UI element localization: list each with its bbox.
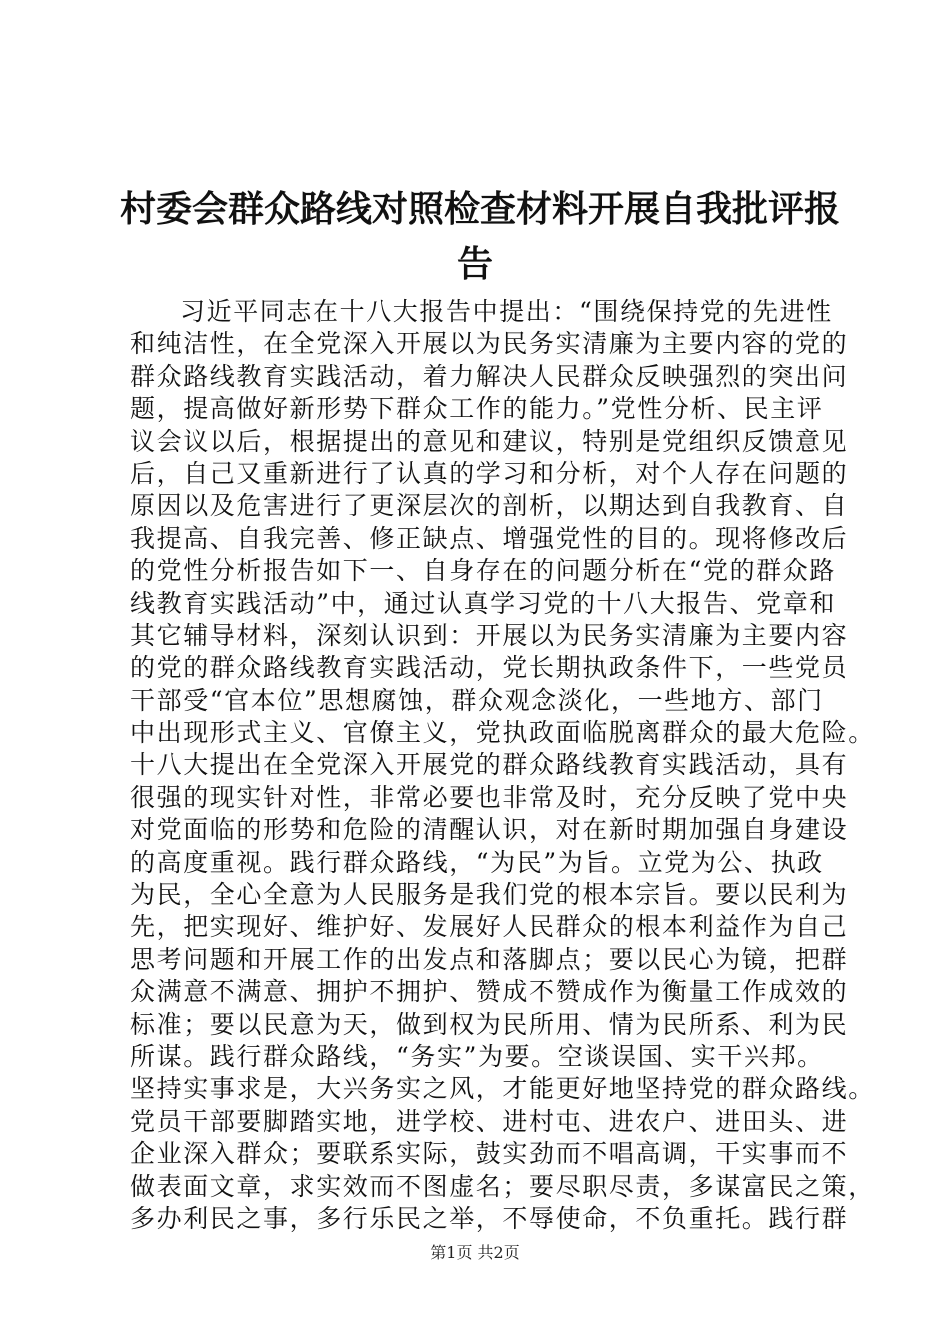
body-line: 对党面临的形势和危险的清醒认识，对在新时期加强自身建设 <box>130 815 849 845</box>
body-line: 思考问题和开展工作的出发点和落脚点；要以民心为镜，把群 <box>130 944 849 974</box>
body-line: 群众路线教育实践活动，着力解决人民群众反映强烈的突出问 <box>130 361 849 391</box>
body-line: 我提高、自我完善、修正缺点、增强党性的目的。现将修改后 <box>130 523 849 553</box>
body-line: 的党性分析报告如下一、自身存在的问题分析在“党的群众路 <box>130 556 836 586</box>
document-title-line-2: 告 <box>456 243 493 285</box>
body-line: 十八大提出在全党深入开展党的群众路线教育实践活动，具有 <box>130 750 849 780</box>
body-line: 坚持实事求是，大兴务实之风，才能更好地坚持党的群众路线。 <box>130 1074 875 1104</box>
body-line: 中出现形式主义、官僚主义，党执政面临脱离群众的最大危险。 <box>130 718 875 748</box>
body-line: 线教育实践活动”中，通过认真学习党的十八大报告、党章和 <box>130 588 836 618</box>
document-title-line-1: 村委会群众路线对照检查材料开展自我批评报 <box>120 188 841 230</box>
body-line: 多办利民之事，多行乐民之举，不辱使命，不负重托。践行群 <box>130 1203 849 1233</box>
body-line: 后，自己又重新进行了认真的学习和分析，对个人存在问题的 <box>130 458 849 488</box>
body-line: 原因以及危害进行了更深层次的剖析，以期达到自我教育、自 <box>130 491 849 521</box>
page-number-footer: 第1页 共2页 <box>430 1243 520 1262</box>
body-line: 企业深入群众；要联系实际，鼓实劲而不唱高调，干实事而不 <box>130 1139 849 1169</box>
body-line: 为民，全心全意为人民服务是我们党的根本宗旨。要以民利为 <box>130 880 849 910</box>
body-line: 题，提高做好新形势下群众工作的能力。”党性分析、民主评 <box>130 394 824 424</box>
body-line: 的高度重视。践行群众路线，“为民”为旨。立党为公、执政 <box>130 847 824 877</box>
body-line: 先，把实现好、维护好、发展好人民群众的根本利益作为自己 <box>130 912 849 942</box>
body-line: 的党的群众路线教育实践活动，党长期执政条件下，一些党员 <box>130 653 849 683</box>
body-line: 和纯洁性，在全党深入开展以为民务实清廉为主要内容的党的 <box>130 329 849 359</box>
body-line: 众满意不满意、拥护不拥护、赞成不赞成作为衡量工作成效的 <box>130 977 849 1007</box>
body-line: 议会议以后，根据提出的意见和建议，特别是党组织反馈意见 <box>130 426 849 456</box>
document-body <box>130 296 875 1235</box>
body-line: 其它辅导材料，深刻认识到：开展以为民务实清廉为主要内容 <box>130 620 849 650</box>
body-line: 党员干部要脚踏实地，进学校、进村屯、进农户、进田头、进 <box>130 1106 849 1136</box>
body-line: 干部受“官本位”思想腐蚀，群众观念淡化，一些地方、部门 <box>130 685 824 715</box>
body-line: 习近平同志在十八大报告中提出：“围绕保持党的先进性 <box>180 297 833 326</box>
body-line: 很强的现实针对性，非常必要也非常及时，充分反映了党中央 <box>130 782 849 812</box>
body-line: 做表面文章，求实效而不图虚名；要尽职尽责，多谋富民之策， <box>130 1171 875 1201</box>
body-line: 标准；要以民意为天，做到权为民所用、情为民所系、利为民 <box>130 1009 849 1039</box>
body-line: 所谋。践行群众路线，“务实”为要。空谈误国、实干兴邦。 <box>130 1041 824 1071</box>
